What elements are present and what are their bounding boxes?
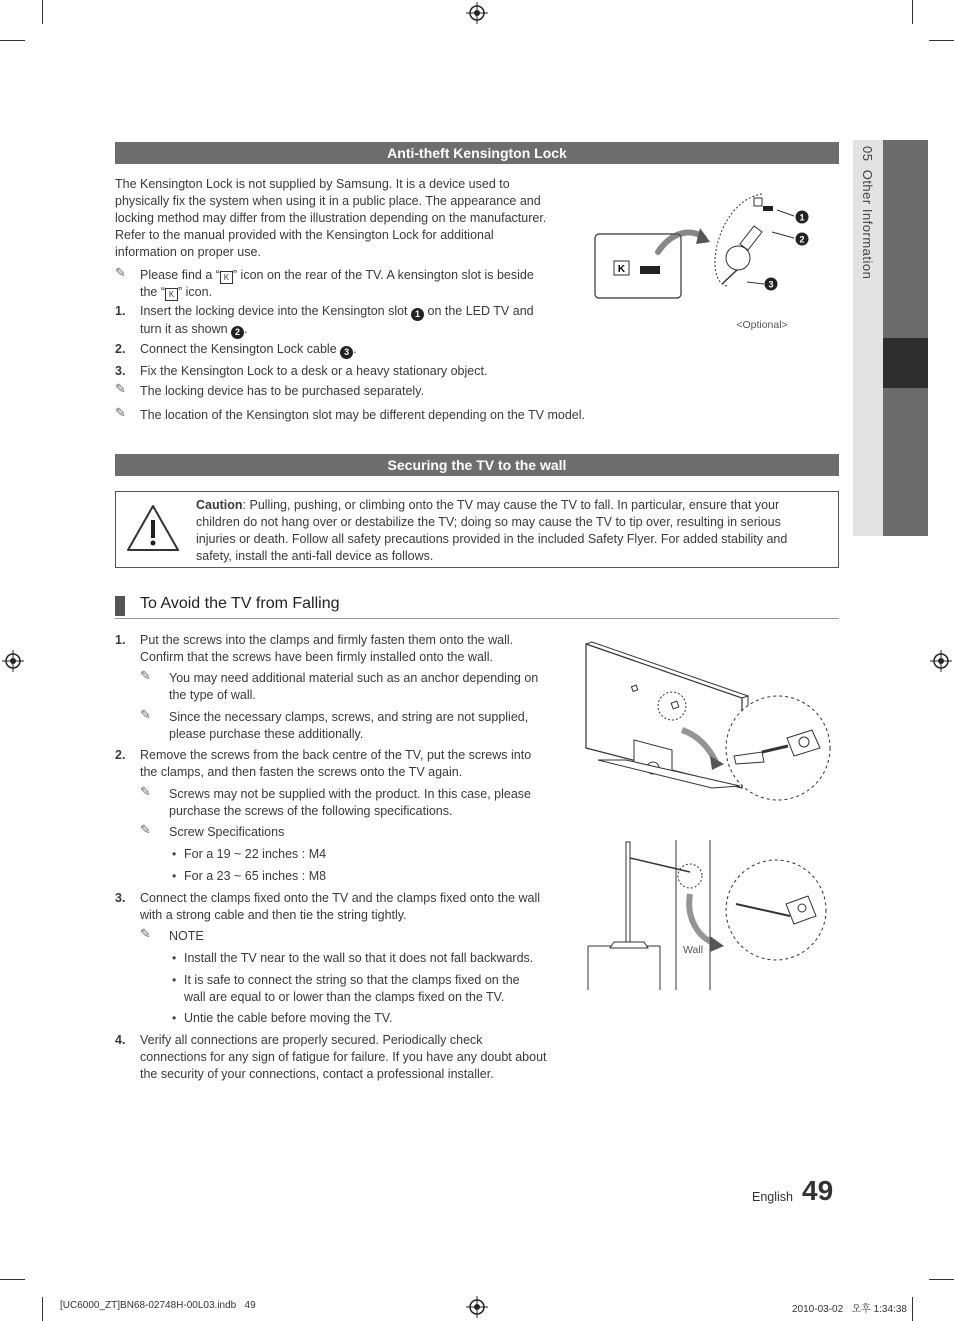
bullet-icon: • bbox=[172, 869, 177, 883]
marker-3-icon: 3 bbox=[340, 346, 353, 359]
registration-mark-icon bbox=[2, 650, 24, 672]
step-number: 1. bbox=[115, 633, 126, 647]
step-number: 2. bbox=[115, 748, 126, 762]
wall-clamp-illustration bbox=[586, 838, 834, 994]
falling-step-2: Remove the screws from the back centre of the TV, put the screws into the clamps, and then fasten the screws onto the TV again. bbox=[140, 748, 532, 779]
print-timestamp: 2010-03-02 오후 1:34:38 bbox=[792, 1304, 907, 1315]
chapter-label bbox=[860, 146, 875, 279]
kensington-lock-illustration bbox=[592, 186, 832, 316]
print-file-info: [UC6000_ZT]BN68-02748H-00L03.indb 49 bbox=[60, 1300, 256, 1311]
kensington-note-2: The locking device has to be purchased separately. bbox=[140, 384, 424, 398]
note-pencil-icon: ✎ bbox=[140, 822, 151, 837]
crop-mark bbox=[929, 40, 954, 41]
crop-mark bbox=[912, 0, 913, 24]
registration-mark-icon bbox=[930, 650, 952, 672]
kensington-note-3: The location of the Kensington slot may be different depending on the TV model. bbox=[140, 408, 585, 422]
note-pencil-icon: ✎ bbox=[140, 707, 151, 722]
caution-box bbox=[115, 491, 839, 568]
kensington-intro: The Kensington Lock is not supplied by Samsung. It is a device used to physically fix the system when using it in a public place. The appearance and locking method may differ from the illustration depending on the manufacturer. Refer to the manual provided with the Kensington Lock for additional information on proper use. bbox=[115, 177, 547, 259]
note-pencil-icon: ✎ bbox=[115, 405, 126, 420]
falling-step-2-note-1: Screws may not be supplied with the product. In this case, please purchase the screws of the following specifications. bbox=[169, 787, 531, 818]
chapter-number: 05 bbox=[860, 146, 875, 162]
note-bullet-3: Untie the cable before moving the TV. bbox=[184, 1011, 393, 1025]
step-number: 3. bbox=[115, 364, 126, 378]
note-pencil-icon: ✎ bbox=[140, 926, 151, 941]
note-bullet-1: Install the TV near to the wall so that it does not fall backwards. bbox=[184, 951, 534, 965]
kensington-step-2: Connect the Kensington Lock cable 3 . bbox=[140, 342, 357, 357]
registration-mark-icon bbox=[466, 2, 488, 24]
step-number: 1. bbox=[115, 304, 126, 318]
crop-mark bbox=[0, 40, 25, 41]
kensington-heading: Anti-theft Kensington Lock bbox=[115, 142, 839, 164]
screw-spec-2: For a 23 ~ 65 inches : M8 bbox=[184, 869, 327, 883]
kensington-step-1: Insert the locking device into the Kensington slot 1 on the LED TV and turn it as shown 2 . bbox=[140, 304, 534, 337]
note-pencil-icon: ✎ bbox=[115, 381, 126, 396]
page-number: 49 bbox=[802, 1175, 834, 1206]
kensington-step-3: Fix the Kensington Lock to a desk or a heavy stationary object. bbox=[140, 364, 488, 378]
caution-text: Caution: Pulling, pushing, or climbing onto the TV may cause the TV to fall. In particular, ensure that your children do not hang over or destabilize the TV; doing so may cause the TV to tip over, resulting in serious injuries or death. Follow all safety precautions provided in the included Safety Flyer. For added stability and safety, install the anti-fall device as follows. bbox=[196, 498, 788, 563]
note-pencil-icon: ✎ bbox=[140, 668, 151, 683]
note-pencil-icon: ✎ bbox=[115, 265, 126, 280]
wall-label: Wall bbox=[683, 944, 704, 956]
bullet-icon: • bbox=[172, 973, 177, 987]
crop-mark bbox=[912, 1297, 913, 1321]
bullet-icon: • bbox=[172, 847, 177, 861]
svg-text:2: 2 bbox=[799, 234, 805, 245]
svg-text:3: 3 bbox=[768, 279, 774, 290]
svg-text:1: 1 bbox=[799, 212, 805, 223]
crop-mark bbox=[0, 1279, 25, 1280]
bullet-icon: • bbox=[172, 1011, 177, 1025]
securing-heading: Securing the TV to the wall bbox=[115, 454, 839, 476]
falling-step-1-note-1: You may need additional material such as an anchor depending on the type of wall. bbox=[169, 671, 539, 702]
falling-step-1-note-2: Since the necessary clamps, screws, and string are not supplied, please purchase these additionally. bbox=[169, 710, 529, 741]
step-number: 4. bbox=[115, 1033, 126, 1047]
kensington-k-glyph: K bbox=[617, 264, 626, 275]
falling-step-1: Put the screws into the clamps and firmly fasten them onto the wall. Confirm that the screws have been firmly installed onto the wall. bbox=[140, 633, 514, 664]
warning-triangle-icon bbox=[124, 502, 182, 554]
subheading-rule bbox=[115, 618, 839, 619]
bullet-icon: • bbox=[172, 951, 177, 965]
step-number: 2. bbox=[115, 342, 126, 356]
kensington-lock-icon: K bbox=[165, 288, 178, 301]
sidebar-active-marker bbox=[883, 338, 928, 388]
chapter-title: Other Information bbox=[860, 169, 875, 280]
footer-language: English bbox=[752, 1190, 793, 1204]
crop-mark bbox=[42, 1297, 43, 1321]
note-label: NOTE bbox=[169, 929, 204, 943]
screw-spec-1: For a 19 ~ 22 inches : M4 bbox=[184, 847, 327, 861]
note-pencil-icon: ✎ bbox=[140, 784, 151, 799]
marker-2-icon: 2 bbox=[231, 326, 244, 339]
optional-label: <Optional> bbox=[736, 319, 788, 331]
falling-step-3: Connect the clamps fixed onto the TV and the clamps fixed onto the wall with a strong cable and then tie the string tightly. bbox=[140, 891, 540, 922]
falling-heading: To Avoid the TV from Falling bbox=[140, 595, 340, 612]
falling-step-2-note-2: Screw Specifications bbox=[169, 825, 285, 839]
caution-label: Caution bbox=[196, 498, 243, 512]
tv-back-clamp-illustration bbox=[582, 640, 834, 802]
note-bullet-2: It is safe to connect the string so that the clamps fixed on the wall are equal to or lower than the clamps fixed on the TV. bbox=[184, 973, 520, 1004]
subheading-marker bbox=[115, 596, 125, 616]
falling-step-4: Verify all connections are properly secured. Periodically check connections for any sign of fatigue for failure. If you have any doubt about the security of your connections, contact a professional installer. bbox=[140, 1033, 547, 1081]
crop-mark bbox=[42, 0, 43, 24]
registration-mark-icon bbox=[466, 1296, 488, 1318]
kensington-note-1: Please find a “ K ” icon on the rear of the TV. A kensington slot is beside the “ K ” icon. bbox=[140, 268, 534, 299]
step-number: 3. bbox=[115, 891, 126, 905]
kensington-lock-icon: K bbox=[220, 271, 233, 284]
marker-1-icon: 1 bbox=[411, 308, 424, 321]
crop-mark bbox=[929, 1279, 954, 1280]
